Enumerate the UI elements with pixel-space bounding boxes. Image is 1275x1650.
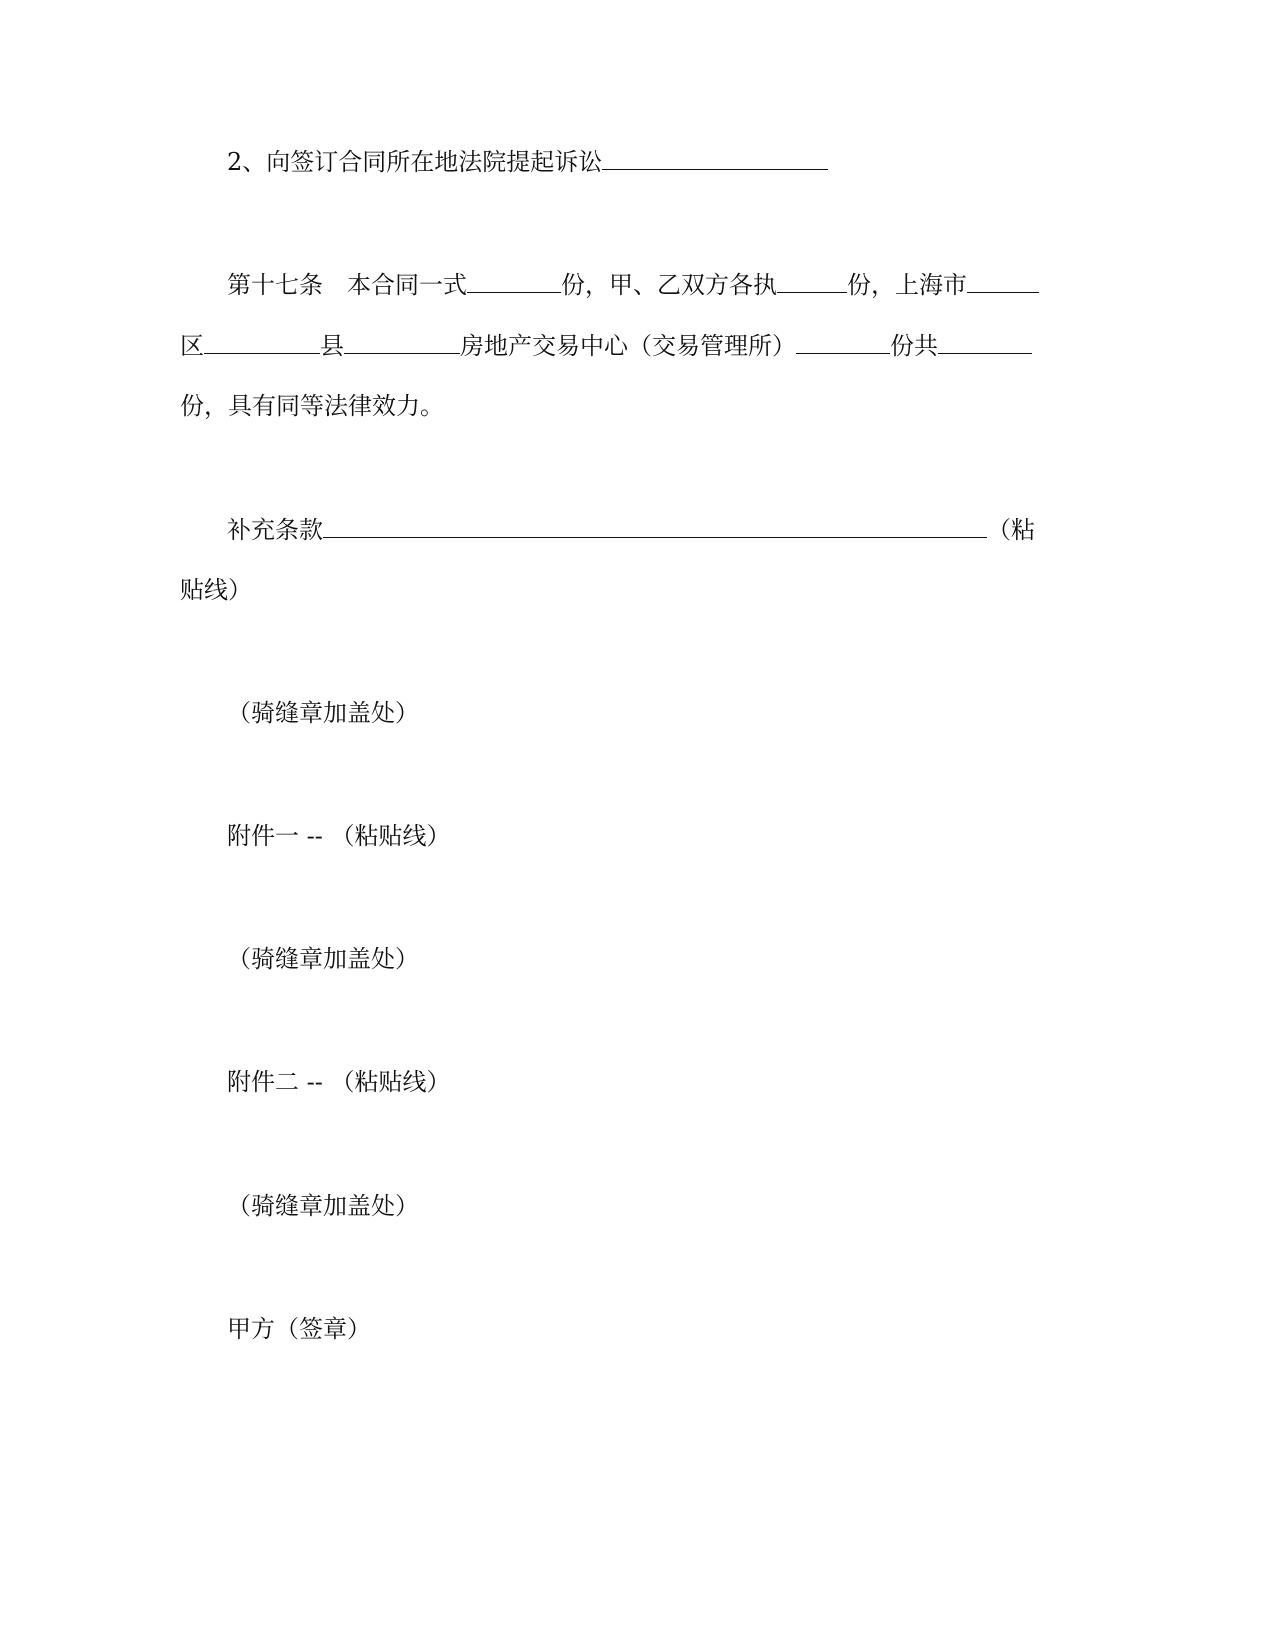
seal-note-2-text: （骑缝章加盖处） xyxy=(227,945,419,973)
clause-17-part3: 份，上海市 xyxy=(847,271,967,299)
clause-17-line-2 xyxy=(180,329,1032,359)
clause-17-part7: 份共 xyxy=(890,332,938,360)
supplementary-label: 补充条款 xyxy=(227,516,323,544)
attachment-2-text: 附件二 -- （粘贴线） xyxy=(227,1068,451,1096)
city-blank[interactable] xyxy=(967,268,1039,293)
clause-16-item-2 xyxy=(227,145,828,175)
supplementary-blank[interactable] xyxy=(323,513,987,538)
seal-note-3 xyxy=(227,1191,419,1221)
clause-17-part5: 县 xyxy=(320,332,344,360)
seal-note-2 xyxy=(227,944,419,974)
clause-17-part4: 区 xyxy=(180,332,204,360)
county-blank[interactable] xyxy=(344,329,460,354)
supplementary-tail1: （粘 xyxy=(987,516,1035,544)
clause-17-line-3 xyxy=(180,391,444,421)
supplementary-tail2: 贴线） xyxy=(180,576,252,604)
exchange-center-copies-blank[interactable] xyxy=(796,329,890,354)
party-a-signature-text: 甲方（签章） xyxy=(227,1315,371,1343)
total-copies-blank[interactable] xyxy=(467,268,561,293)
clause-17-part2: 份，甲、乙双方各执 xyxy=(561,271,777,299)
clause-17-line-1 xyxy=(227,268,1039,298)
grand-total-blank[interactable] xyxy=(938,329,1032,354)
each-party-copies-blank[interactable] xyxy=(777,268,847,293)
party-a-signature xyxy=(227,1314,371,1344)
attachment-2 xyxy=(227,1067,450,1097)
clause-16-item-2-text: 2、向签订合同所在地法院提起诉讼 xyxy=(227,148,603,176)
supplementary-line-2 xyxy=(180,575,252,605)
attachment-1 xyxy=(227,821,450,851)
district-blank[interactable] xyxy=(204,329,320,354)
seal-note-1-text: （骑缝章加盖处） xyxy=(227,699,419,727)
clause-17-part1: 第十七条 本合同一式 xyxy=(227,271,467,299)
clause-17-part8: 份，具有同等法律效力。 xyxy=(180,392,444,420)
court-blank[interactable] xyxy=(602,145,828,170)
seal-note-3-text: （骑缝章加盖处） xyxy=(227,1192,419,1220)
clause-17-part6: 房地产交易中心（交易管理所） xyxy=(460,332,796,360)
attachment-1-text: 附件一 -- （粘贴线） xyxy=(227,822,451,850)
supplementary-line-1 xyxy=(227,513,1035,543)
seal-note-1 xyxy=(227,698,419,728)
